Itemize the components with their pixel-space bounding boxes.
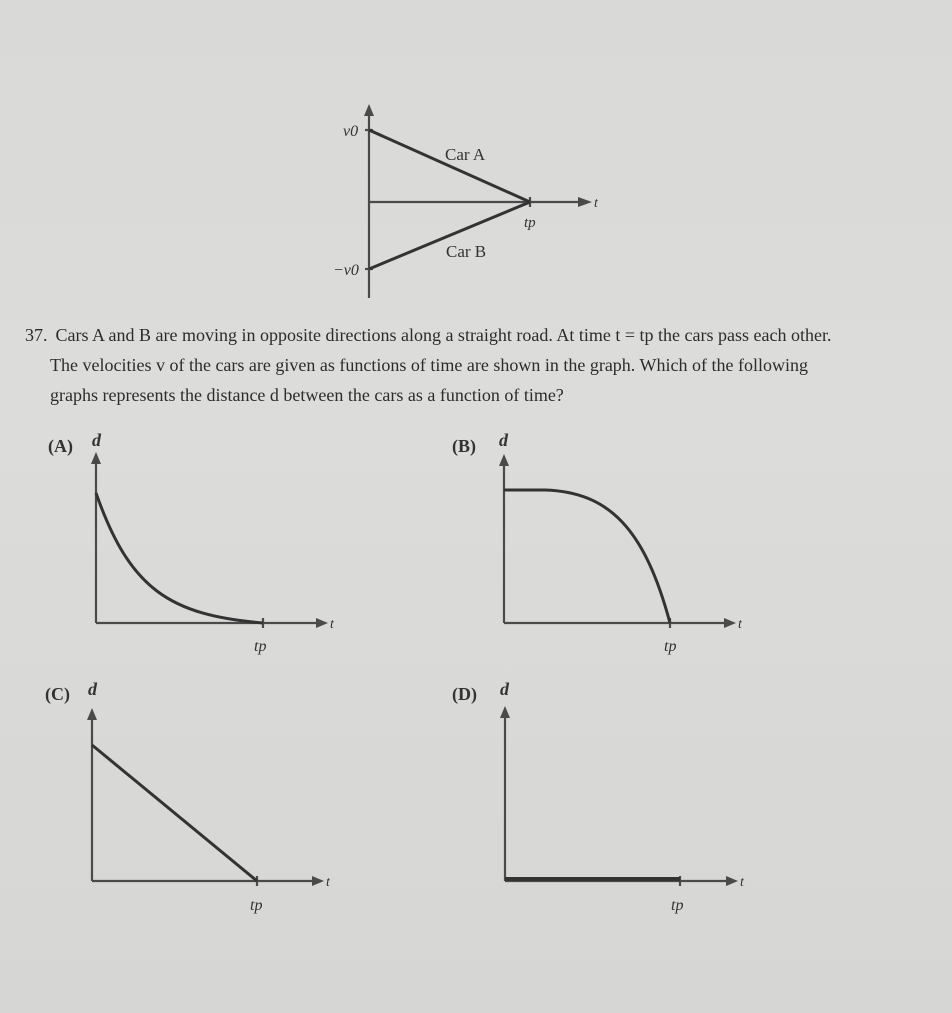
choice-c-t-arrow — [312, 876, 324, 886]
choice-b-graph[interactable] — [452, 430, 743, 655]
choice-b-t-arrow — [724, 618, 736, 628]
choice-d-d-label: d — [500, 679, 509, 699]
choice-a-curve — [96, 493, 263, 623]
choice-a-d-label: d — [92, 430, 101, 450]
choice-b-tp-label: tp — [664, 638, 677, 655]
velocity-t-label: t — [594, 196, 598, 211]
choice-a-tp-label: tp — [254, 638, 267, 655]
choice-c-d-label: d — [88, 679, 97, 699]
choice-b-letter: (B) — [452, 436, 476, 456]
v0-label: v0 — [343, 123, 359, 140]
neg-v0-label: −v0 — [333, 262, 359, 279]
choice-a-t-arrow — [316, 618, 328, 628]
choice-a-y-arrow — [91, 452, 101, 464]
choice-d-y-arrow — [500, 706, 510, 718]
choice-d-t-label: t — [740, 875, 744, 890]
car-a-label: Car A — [445, 145, 486, 164]
choice-c-tp-label: tp — [250, 897, 263, 914]
choice-a-graph[interactable] — [48, 430, 335, 655]
choice-d-letter: (D) — [452, 684, 477, 704]
choice-b-t-label: t — [738, 617, 742, 632]
choice-d-t-arrow — [726, 876, 738, 886]
question-line-1-text: Cars A and B are moving in opposite directions along a straight road. At time t = tp the cars pass each other. — [55, 325, 832, 345]
choice-c-graph[interactable] — [45, 679, 331, 914]
choice-c-t-label: t — [326, 875, 330, 890]
choice-b-curve — [504, 490, 670, 623]
choice-a-letter: (A) — [48, 436, 73, 456]
choice-c-y-arrow — [87, 708, 97, 720]
choice-a-t-label: t — [330, 617, 334, 632]
choice-c-line — [92, 745, 257, 881]
choice-c-letter: (C) — [45, 684, 70, 704]
car-b-label: Car B — [446, 242, 487, 261]
choice-b-d-label: d — [499, 430, 508, 450]
choice-b-y-arrow — [499, 454, 509, 466]
choice-d-graph[interactable] — [452, 679, 745, 914]
choice-d-tp-label: tp — [671, 897, 684, 914]
question-line-2: The velocities v of the cars are given as functions of time are shown in the graph. Which of the following — [50, 355, 808, 375]
question-number: 37. — [25, 325, 48, 345]
question-line-3: graphs represents the distance d between the cars as a function of time? — [50, 385, 564, 405]
velocity-tp-label: tp — [524, 215, 536, 231]
